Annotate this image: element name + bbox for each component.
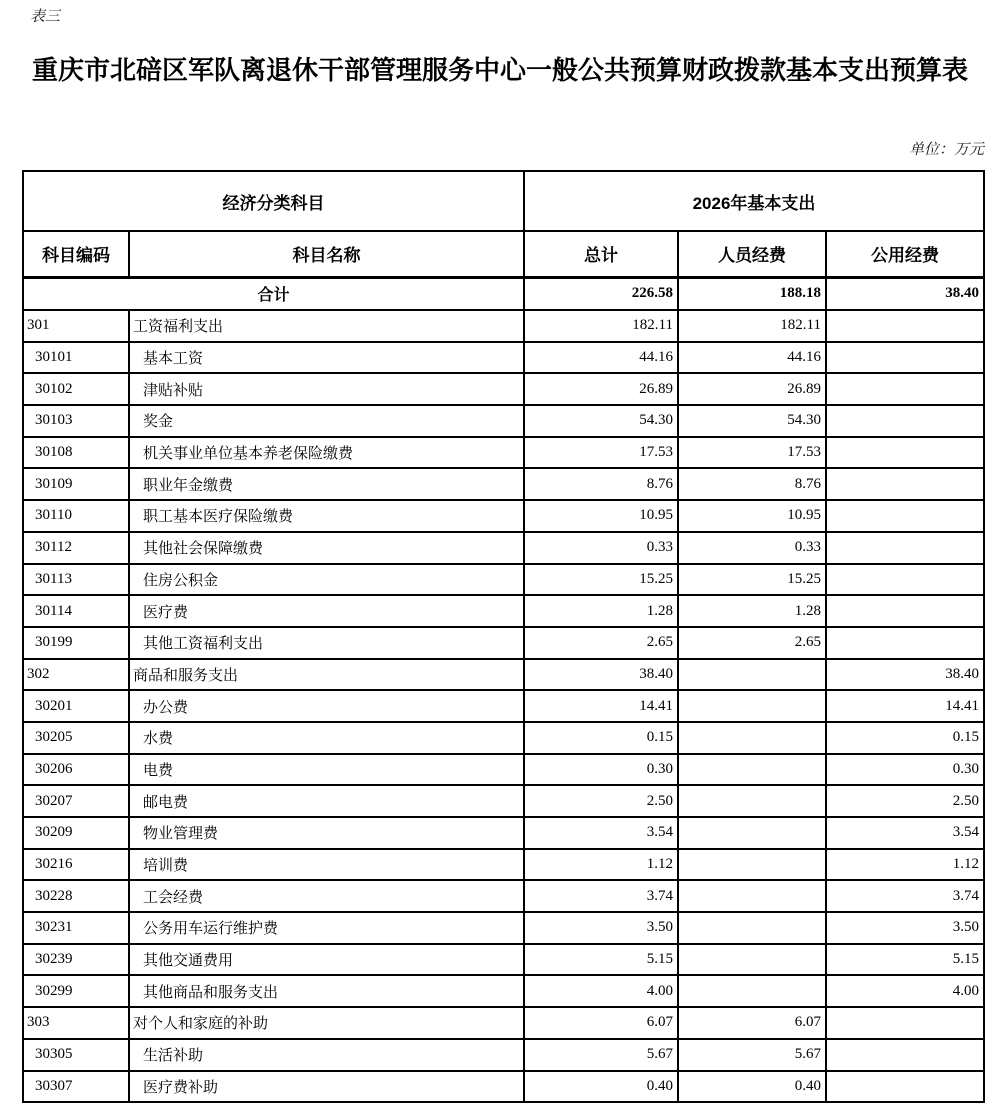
budget-table bbox=[22, 170, 985, 1103]
cell-total: 2.65 bbox=[524, 627, 678, 659]
unit-note: 单位：万元 bbox=[908, 140, 984, 158]
cell-subject-code: 30205 bbox=[23, 722, 129, 754]
cell-subject-code: 30201 bbox=[23, 690, 129, 722]
cell-subject-name: 其他工资福利支出 bbox=[129, 627, 524, 659]
cell-subject-name: 电费 bbox=[129, 754, 524, 786]
cell-public bbox=[826, 500, 984, 532]
cell-personnel: 26.89 bbox=[678, 373, 826, 405]
header-economic-classification: 经济分类科目 bbox=[23, 171, 524, 231]
cell-subject-code: 303 bbox=[23, 1007, 129, 1039]
table-row bbox=[23, 595, 984, 627]
cell-total: 5.15 bbox=[524, 944, 678, 976]
cell-subject-name: 工会经费 bbox=[129, 880, 524, 912]
cell-subject-name: 机关事业单位基本养老保险缴费 bbox=[129, 437, 524, 469]
cell-public: 38.40 bbox=[826, 659, 984, 691]
table-row bbox=[23, 690, 984, 722]
cell-public bbox=[826, 1007, 984, 1039]
cell-subject-code: 30216 bbox=[23, 849, 129, 881]
cell-subject-code: 30109 bbox=[23, 468, 129, 500]
cell-subject-code: 30228 bbox=[23, 880, 129, 912]
table-row bbox=[23, 500, 984, 532]
cell-personnel bbox=[678, 722, 826, 754]
cell-subject-code: 30108 bbox=[23, 437, 129, 469]
cell-subject-code: 30231 bbox=[23, 912, 129, 944]
cell-public bbox=[826, 1071, 984, 1103]
cell-total: 0.33 bbox=[524, 532, 678, 564]
header-columns-row bbox=[23, 231, 984, 277]
cell-personnel: 15.25 bbox=[678, 564, 826, 596]
cell-personnel: 0.33 bbox=[678, 532, 826, 564]
cell-subject-code: 30206 bbox=[23, 754, 129, 786]
cell-personnel bbox=[678, 690, 826, 722]
table-row bbox=[23, 1071, 984, 1103]
cell-public: 4.00 bbox=[826, 975, 984, 1007]
table-row bbox=[23, 342, 984, 374]
cell-public bbox=[826, 310, 984, 342]
cell-public bbox=[826, 1039, 984, 1071]
total-row bbox=[23, 277, 984, 310]
cell-subject-code: 302 bbox=[23, 659, 129, 691]
cell-public bbox=[826, 342, 984, 374]
cell-total: 3.50 bbox=[524, 912, 678, 944]
cell-public: 3.74 bbox=[826, 880, 984, 912]
cell-subject-code: 30239 bbox=[23, 944, 129, 976]
cell-total: 8.76 bbox=[524, 468, 678, 500]
cell-public: 0.15 bbox=[826, 722, 984, 754]
table-number-tag: 表三 bbox=[30, 7, 61, 25]
table-row bbox=[23, 373, 984, 405]
cell-public: 3.50 bbox=[826, 912, 984, 944]
cell-public bbox=[826, 627, 984, 659]
cell-personnel bbox=[678, 912, 826, 944]
table-row bbox=[23, 532, 984, 564]
cell-personnel: 17.53 bbox=[678, 437, 826, 469]
cell-public bbox=[826, 595, 984, 627]
header-total: 总计 bbox=[524, 231, 678, 277]
cell-subject-code: 30199 bbox=[23, 627, 129, 659]
table-row bbox=[23, 975, 984, 1007]
cell-personnel: 0.40 bbox=[678, 1071, 826, 1103]
cell-subject-name: 水费 bbox=[129, 722, 524, 754]
header-subject-name: 科目名称 bbox=[129, 231, 524, 277]
cell-total: 10.95 bbox=[524, 500, 678, 532]
cell-personnel: 1.28 bbox=[678, 595, 826, 627]
cell-subject-name: 基本工资 bbox=[129, 342, 524, 374]
cell-personnel bbox=[678, 849, 826, 881]
cell-total: 2.50 bbox=[524, 785, 678, 817]
table-row bbox=[23, 912, 984, 944]
table-row bbox=[23, 437, 984, 469]
cell-personnel: 6.07 bbox=[678, 1007, 826, 1039]
cell-subject-name: 生活补助 bbox=[129, 1039, 524, 1071]
cell-subject-code: 30103 bbox=[23, 405, 129, 437]
cell-personnel bbox=[678, 944, 826, 976]
table-row bbox=[23, 944, 984, 976]
cell-public: 3.54 bbox=[826, 817, 984, 849]
cell-personnel: 54.30 bbox=[678, 405, 826, 437]
cell-public bbox=[826, 564, 984, 596]
cell-public bbox=[826, 532, 984, 564]
table-row bbox=[23, 880, 984, 912]
cell-public bbox=[826, 468, 984, 500]
cell-total: 14.41 bbox=[524, 690, 678, 722]
cell-subject-code: 30114 bbox=[23, 595, 129, 627]
table-row bbox=[23, 627, 984, 659]
cell-total: 3.54 bbox=[524, 817, 678, 849]
cell-subject-name: 其他社会保障缴费 bbox=[129, 532, 524, 564]
table-row bbox=[23, 405, 984, 437]
cell-subject-name: 公务用车运行维护费 bbox=[129, 912, 524, 944]
cell-subject-name: 医疗费补助 bbox=[129, 1071, 524, 1103]
page-title: 重庆市北碚区军队离退休干部管理服务中心一般公共预算财政拨款基本支出预算表 bbox=[31, 55, 968, 85]
cell-subject-code: 30110 bbox=[23, 500, 129, 532]
cell-personnel bbox=[678, 785, 826, 817]
cell-subject-code: 30305 bbox=[23, 1039, 129, 1071]
cell-subject-code: 30299 bbox=[23, 975, 129, 1007]
cell-public bbox=[826, 437, 984, 469]
cell-total: 0.40 bbox=[524, 1071, 678, 1103]
cell-total: 5.67 bbox=[524, 1039, 678, 1071]
cell-subject-code: 30101 bbox=[23, 342, 129, 374]
cell-total: 26.89 bbox=[524, 373, 678, 405]
cell-public bbox=[826, 405, 984, 437]
table-row bbox=[23, 659, 984, 691]
cell-subject-code: 30209 bbox=[23, 817, 129, 849]
cell-subject-name: 工资福利支出 bbox=[129, 310, 524, 342]
cell-public: 14.41 bbox=[826, 690, 984, 722]
cell-subject-name: 奖金 bbox=[129, 405, 524, 437]
cell-personnel: 5.67 bbox=[678, 1039, 826, 1071]
table-row bbox=[23, 1039, 984, 1071]
cell-personnel bbox=[678, 880, 826, 912]
cell-personnel bbox=[678, 975, 826, 1007]
cell-subject-code: 30113 bbox=[23, 564, 129, 596]
cell-personnel bbox=[678, 754, 826, 786]
total-row-total: 226.58 bbox=[524, 277, 678, 310]
cell-total: 0.30 bbox=[524, 754, 678, 786]
total-row-public: 38.40 bbox=[826, 277, 984, 310]
table-row bbox=[23, 817, 984, 849]
cell-subject-code: 30307 bbox=[23, 1071, 129, 1103]
cell-total: 4.00 bbox=[524, 975, 678, 1007]
cell-subject-code: 30112 bbox=[23, 532, 129, 564]
cell-subject-name: 医疗费 bbox=[129, 595, 524, 627]
cell-subject-name: 其他交通费用 bbox=[129, 944, 524, 976]
cell-subject-name: 职业年金缴费 bbox=[129, 468, 524, 500]
cell-total: 38.40 bbox=[524, 659, 678, 691]
table-row bbox=[23, 1007, 984, 1039]
cell-personnel: 2.65 bbox=[678, 627, 826, 659]
table-row bbox=[23, 468, 984, 500]
cell-total: 182.11 bbox=[524, 310, 678, 342]
cell-public: 2.50 bbox=[826, 785, 984, 817]
cell-subject-name: 物业管理费 bbox=[129, 817, 524, 849]
header-subject-code: 科目编码 bbox=[23, 231, 129, 277]
header-personnel-funds: 人员经费 bbox=[678, 231, 826, 277]
cell-total: 0.15 bbox=[524, 722, 678, 754]
cell-public: 5.15 bbox=[826, 944, 984, 976]
cell-subject-code: 30207 bbox=[23, 785, 129, 817]
cell-total: 44.16 bbox=[524, 342, 678, 374]
cell-subject-name: 住房公积金 bbox=[129, 564, 524, 596]
cell-personnel: 44.16 bbox=[678, 342, 826, 374]
cell-total: 17.53 bbox=[524, 437, 678, 469]
header-group-row bbox=[23, 171, 984, 231]
table-row bbox=[23, 722, 984, 754]
cell-personnel bbox=[678, 817, 826, 849]
cell-public: 1.12 bbox=[826, 849, 984, 881]
cell-subject-code: 30102 bbox=[23, 373, 129, 405]
cell-subject-name: 邮电费 bbox=[129, 785, 524, 817]
cell-subject-name: 职工基本医疗保险缴费 bbox=[129, 500, 524, 532]
cell-total: 6.07 bbox=[524, 1007, 678, 1039]
table-row bbox=[23, 310, 984, 342]
cell-subject-name: 培训费 bbox=[129, 849, 524, 881]
table-row bbox=[23, 785, 984, 817]
header-2026-basic-expenditure: 2026年基本支出 bbox=[524, 171, 984, 231]
total-row-personnel: 188.18 bbox=[678, 277, 826, 310]
cell-subject-code: 301 bbox=[23, 310, 129, 342]
cell-personnel: 182.11 bbox=[678, 310, 826, 342]
cell-public: 0.30 bbox=[826, 754, 984, 786]
budget-table-body bbox=[23, 277, 984, 1102]
table-row bbox=[23, 754, 984, 786]
cell-subject-name: 其他商品和服务支出 bbox=[129, 975, 524, 1007]
cell-subject-name: 办公费 bbox=[129, 690, 524, 722]
header-public-funds: 公用经费 bbox=[826, 231, 984, 277]
cell-total: 54.30 bbox=[524, 405, 678, 437]
cell-total: 1.28 bbox=[524, 595, 678, 627]
cell-subject-name: 商品和服务支出 bbox=[129, 659, 524, 691]
cell-personnel: 8.76 bbox=[678, 468, 826, 500]
cell-subject-name: 对个人和家庭的补助 bbox=[129, 1007, 524, 1039]
cell-total: 3.74 bbox=[524, 880, 678, 912]
total-row-label: 合计 bbox=[23, 277, 524, 310]
cell-personnel bbox=[678, 659, 826, 691]
cell-total: 15.25 bbox=[524, 564, 678, 596]
table-row bbox=[23, 849, 984, 881]
cell-public bbox=[826, 373, 984, 405]
cell-total: 1.12 bbox=[524, 849, 678, 881]
table-row bbox=[23, 564, 984, 596]
cell-subject-name: 津贴补贴 bbox=[129, 373, 524, 405]
cell-personnel: 10.95 bbox=[678, 500, 826, 532]
